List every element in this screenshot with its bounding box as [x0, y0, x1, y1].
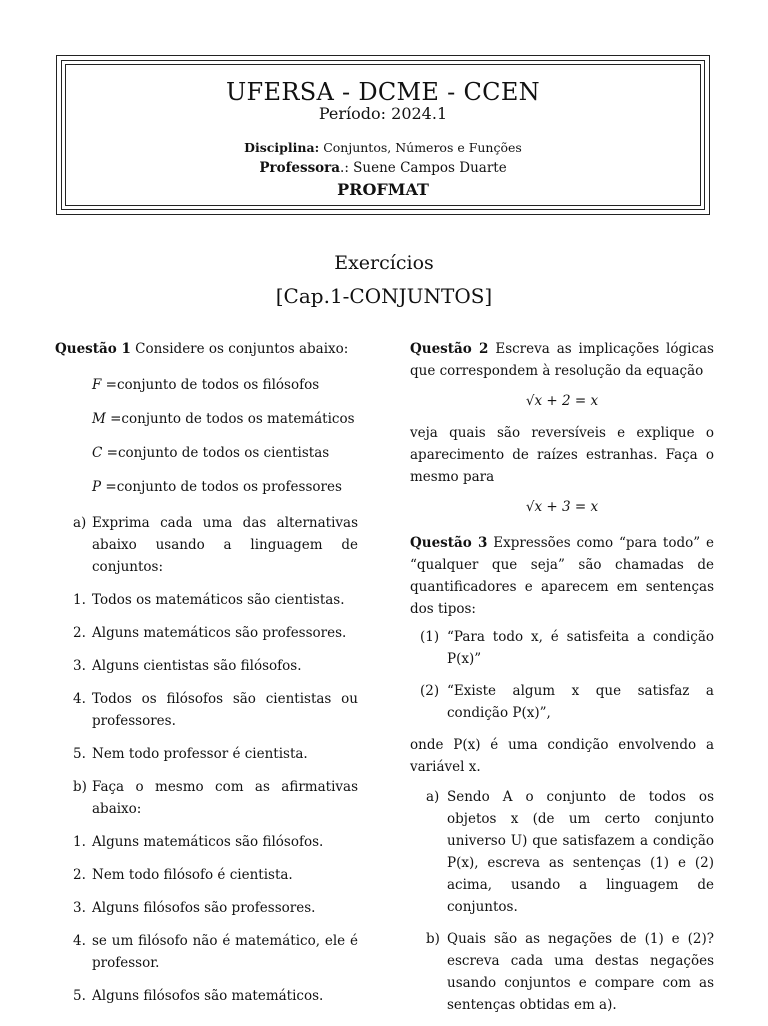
discipline-line	[56, 140, 710, 155]
professor-label: Professora	[259, 160, 341, 176]
item-b-label: b)	[73, 779, 87, 795]
list-item: 2. Alguns matemáticos são professores.	[73, 625, 347, 641]
exercise-title: Exercícios	[334, 252, 434, 274]
sentence-1	[410, 626, 714, 670]
sentence-2-text: “Existe algum x que satisfaz a condição P(x)”,	[447, 683, 714, 721]
item-a	[55, 512, 358, 578]
list-item: 4. Todos os filósofos são cientistas ou professores.	[73, 691, 358, 729]
list-item: 5. Alguns filósofos são matemáticos.	[73, 988, 324, 1004]
program-name: PROFMAT	[337, 180, 429, 199]
equation-2: √x + 3 = x	[525, 499, 599, 515]
list-item: 2. Nem todo filósofo é cientista.	[73, 867, 293, 883]
set-definition: C =conjunto de todos os cientistas	[92, 445, 330, 461]
professor-line	[56, 160, 710, 176]
question-3-label: Questão 3	[410, 535, 488, 551]
item-b	[55, 776, 358, 820]
item-a-text: Exprima cada uma das alternativas abaixo usando a linguagem de conjuntos:	[92, 515, 358, 575]
sentence-1-text: “Para todo x, é satisfeita a condição P(x)”	[447, 629, 714, 667]
set-definition: P =conjunto de todos os professores	[92, 479, 342, 495]
question-3-item-a	[410, 786, 714, 918]
question-3-text: Expressões como “para todo” e “qualquer que seja” são chamadas de quantificadores e aparecem em sentenças dos tipos:	[410, 535, 714, 617]
discipline-value: Conjuntos, Números e Funções	[323, 140, 522, 155]
professor-value: .: Suene Campos Duarte	[340, 160, 507, 176]
question-2	[410, 338, 714, 382]
list-item: 4. se um filósofo não é matemático, ele é professor.	[73, 933, 358, 971]
question-2-label: Questão 2	[410, 341, 489, 357]
sentence-2	[410, 680, 714, 724]
question-3-item-b-label: b)	[426, 931, 440, 947]
question-2-middle: veja quais são reversíveis e explique o aparecimento de raízes estranhas. Faça o mesmo para	[410, 425, 714, 485]
equation-1: √x + 2 = x	[525, 393, 599, 409]
period-label: Período: 2024.1	[318, 104, 448, 123]
question-2-text: Escreva as implicações lógicas que correspondem à resolução da equação	[410, 341, 714, 379]
list-item: 3. Alguns cientistas são filósofos.	[73, 658, 302, 674]
question-3-item-b-text: Quais são as negações de (1) e (2)? escreva cada uma destas negações usando conjuntos e compare com as sentenças obtidas em a).	[447, 931, 714, 1013]
list-item: 5. Nem todo professor é cientista.	[73, 746, 308, 762]
right-column	[410, 338, 714, 1026]
question-3-item-b	[410, 928, 714, 1016]
question-3-after: onde P(x) é uma condição envolvendo a variável x.	[410, 737, 714, 775]
item-b-text: Faça o mesmo com as afirmativas abaixo:	[92, 779, 358, 817]
discipline-label: Disciplina:	[244, 140, 320, 155]
sentence-2-number: (2)	[420, 683, 440, 699]
question-3-item-a-label: a)	[426, 789, 440, 805]
question-3	[410, 532, 714, 620]
list-item: 3. Alguns filósofos são professores.	[73, 900, 316, 916]
set-definition: F =conjunto de todos os filósofos	[92, 377, 320, 393]
set-definition: M =conjunto de todos os matemáticos	[92, 411, 355, 427]
institution-title: UFERSA - DCME - CCEN	[226, 78, 540, 106]
chapter-title: [Cap.1-CONJUNTOS]	[275, 284, 493, 308]
left-column	[55, 338, 358, 1018]
question-3-item-a-text: Sendo A o conjunto de todos os objetos x (de um certo conjunto universo U) que satisfazem a condição P(x), escreva as sentenças (1) e (2) acima, usando a linguagem de conjuntos.	[447, 789, 714, 915]
question-1-label: Questão 1	[55, 341, 131, 357]
sentence-1-number: (1)	[420, 629, 440, 645]
question-1-text: Considere os conjuntos abaixo:	[135, 341, 349, 357]
list-item: 1. Todos os matemáticos são cientistas.	[73, 592, 345, 608]
list-item: 1. Alguns matemáticos são filósofos.	[73, 834, 324, 850]
item-a-label: a)	[73, 515, 87, 531]
question-1-intro	[55, 338, 358, 360]
